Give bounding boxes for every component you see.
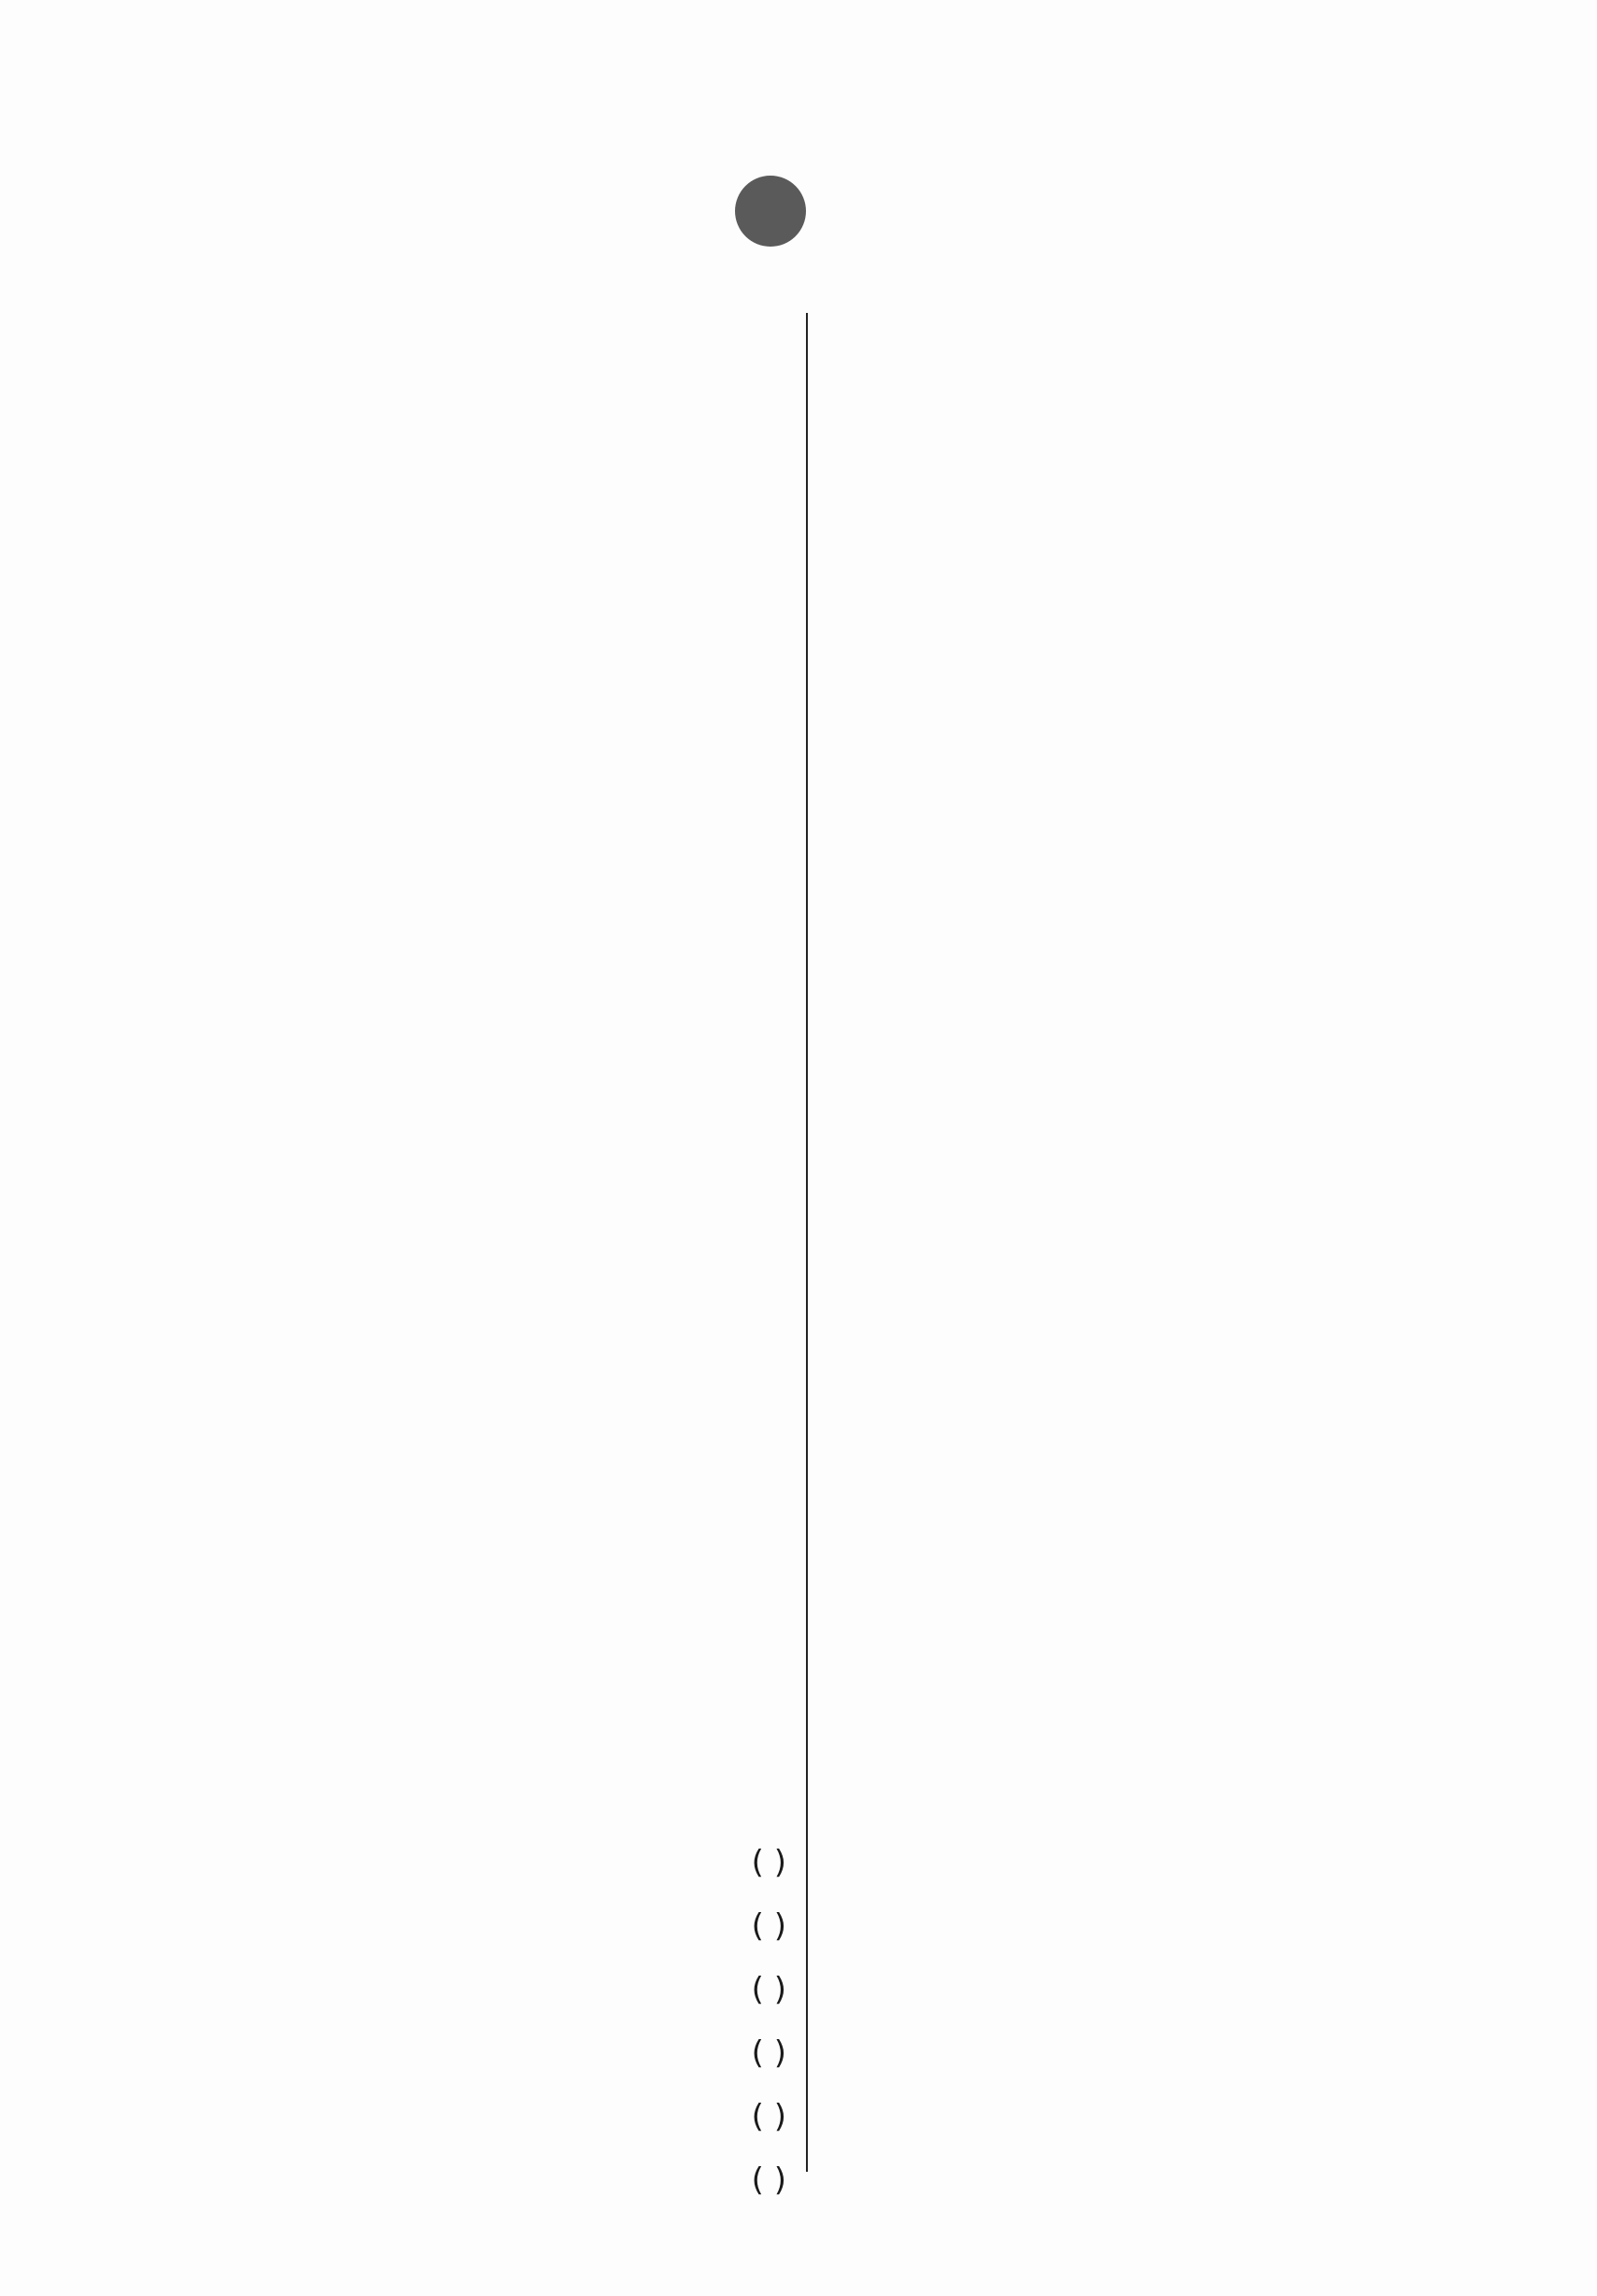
answer-paren: ( ) [751, 1844, 786, 1881]
answer-paren: ( ) [751, 2161, 786, 2199]
list-item [142, 1323, 786, 1386]
answer-paren: ( ) [751, 1907, 786, 1945]
subsection-heading [142, 370, 786, 433]
list-item [142, 1259, 786, 1323]
list-item [142, 1640, 786, 1704]
list-item [142, 1132, 786, 1196]
answer-paren: ( ) [751, 2098, 786, 2135]
list-item [142, 942, 786, 1005]
list-item [142, 560, 786, 624]
list-item [142, 1069, 786, 1132]
answer-line [142, 1005, 786, 1069]
list-item-with-answer [142, 2148, 786, 2212]
answer-line [142, 1386, 786, 1450]
answer-line [142, 1577, 786, 1640]
answer-line [142, 624, 786, 687]
list-item-with-answer [142, 2085, 786, 2148]
list-item [142, 1450, 786, 1513]
left-column [142, 306, 786, 2212]
list-item-with-answer [142, 1958, 786, 2021]
lesson-title [0, 176, 1597, 247]
answer-line [142, 815, 786, 878]
list-item-with-answer [142, 2021, 786, 2085]
list-item [142, 433, 786, 497]
answer-line [142, 751, 786, 815]
section-heading [142, 306, 786, 370]
answer-paren: ( ) [751, 2034, 786, 2072]
list-item [142, 687, 786, 751]
list-item [142, 1513, 786, 1577]
subsection-heading [142, 878, 786, 942]
lesson-number-badge [735, 176, 806, 247]
list-item-with-answer [142, 1831, 786, 1894]
list-item-with-answer [142, 1894, 786, 1958]
list-item [142, 1767, 786, 1831]
subsection-heading [142, 1704, 786, 1767]
answer-paren: ( ) [751, 1971, 786, 2008]
column-divider [806, 313, 808, 2172]
answer-line [142, 1196, 786, 1259]
answer-line [142, 497, 786, 560]
